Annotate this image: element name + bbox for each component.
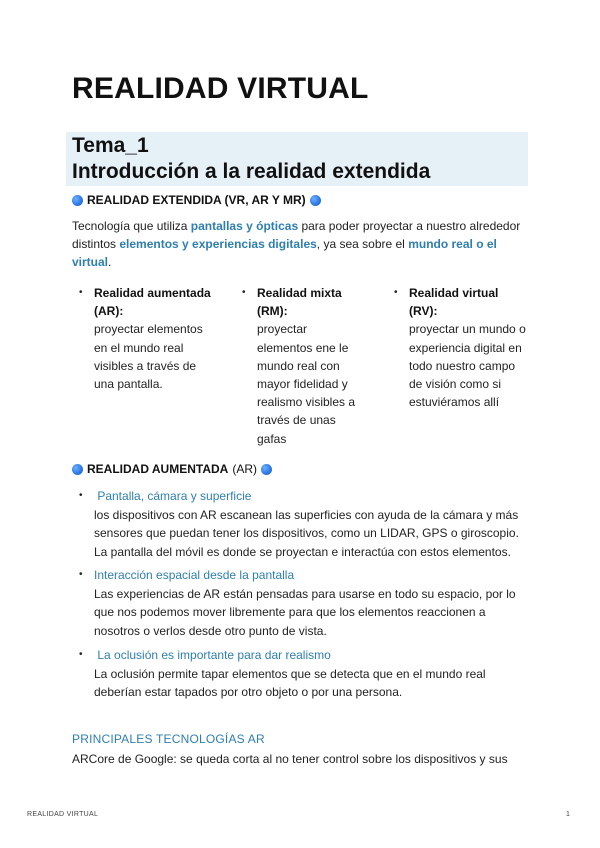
list-item-spatial-interaction xyxy=(79,566,534,640)
column-virtual-reality xyxy=(394,284,534,411)
list-item-text-line: Las experiencias de AR están pensadas para usarse en todo su espacio, por lo xyxy=(94,586,516,601)
paragraph-text: Tecnología que utiliza xyxy=(72,219,191,233)
list-item-heading: Pantalla, cámara y superficie xyxy=(94,489,252,503)
section-heading-text: REALIDAD AUMENTADA xyxy=(87,462,229,476)
list-item-text-line: nosotros o verlos desde otro punto de vista. xyxy=(94,623,327,638)
section-heading-main-technologies: PRINCIPALES TECNOLOGÍAS AR xyxy=(72,732,265,746)
column-text-line: través de unas xyxy=(257,413,336,428)
bullet-marker: • xyxy=(242,287,246,298)
bullet-marker: • xyxy=(79,649,83,660)
column-heading: Realidad mixta xyxy=(257,286,342,300)
list-item-screen-camera-surface xyxy=(79,487,534,561)
topic-title: Introducción a la realidad extendida xyxy=(72,160,431,183)
highlight-text: mundo real o el virtual xyxy=(72,237,497,269)
list-item-occlusion xyxy=(79,646,534,702)
section-heading-extended-reality xyxy=(72,193,321,207)
column-text-line: experiencia digital en xyxy=(409,340,522,355)
topic-number: Tema_1 xyxy=(72,134,149,157)
list-item-text-line: los dispositivos con AR escanean las superficies con ayuda de la cámara y más xyxy=(94,507,519,522)
arcore-paragraph: ARCore de Google: se queda corta al no tener control sobre los dispositivos y sus xyxy=(72,752,508,766)
list-item-text-line: que nos podemos mover libremente para que los elementos reaccionen a xyxy=(94,605,486,619)
column-text-line: en el mundo real xyxy=(94,340,184,355)
list-item-heading: La oclusión es importante para dar realismo xyxy=(94,648,331,662)
section-heading-augmented-reality xyxy=(72,462,272,476)
blue-circle-icon xyxy=(72,464,83,475)
bullet-marker: • xyxy=(79,569,83,580)
column-text-line: estuviéramos allí xyxy=(409,395,500,410)
column-augmented-reality xyxy=(79,284,222,393)
blue-circle-icon xyxy=(72,195,83,206)
paragraph-text: para poder proyectar a nuestro alrededor distintos xyxy=(72,219,521,251)
column-text-line: visibles a través de xyxy=(94,358,197,373)
column-text-line: proyectar un mundo o xyxy=(409,322,526,337)
paragraph-text: , ya sea sobre el xyxy=(316,237,409,251)
column-heading-abbr: (AR): xyxy=(94,304,124,319)
column-mixed-reality xyxy=(242,284,369,448)
blue-circle-icon xyxy=(261,464,272,475)
list-item-text-line: La oclusión permite tapar elementos que se detecta que en el mundo real xyxy=(94,666,486,681)
column-text-line: elementos ene le xyxy=(257,340,349,355)
column-text-line: mayor fidelidad y xyxy=(257,377,348,392)
section-heading-text: REALIDAD EXTENDIDA (VR, AR Y MR) xyxy=(87,193,306,207)
column-text-line: realismo visibles a xyxy=(257,395,356,410)
column-text-line: todo nuestro campo xyxy=(409,358,516,373)
list-item-text-line: deberían estar tapados por otro objeto o por una persona. xyxy=(94,685,403,699)
column-text-line: proyectar elementos xyxy=(94,322,203,337)
column-text-line: mundo real con xyxy=(257,358,340,373)
column-text-line: gafas xyxy=(257,431,287,446)
list-item-text-line: La pantalla del móvil es donde se proyectan e interactúa con estos elementos. xyxy=(94,544,511,559)
column-text-line: una pantalla. xyxy=(94,377,163,392)
column-text-line: proyectar xyxy=(257,322,308,337)
highlight-text: pantallas y ópticas xyxy=(190,219,299,233)
column-heading: Realidad virtual xyxy=(409,286,499,300)
bullet-marker: • xyxy=(394,287,398,298)
list-item-heading: Interacción espacial desde la pantalla xyxy=(94,568,295,582)
column-heading-abbr: (RM): xyxy=(257,304,288,319)
blue-circle-icon xyxy=(310,195,321,206)
document-title: REALIDAD VIRTUAL xyxy=(72,72,369,105)
highlight-text: elementos y experiencias digitales xyxy=(119,237,317,251)
page-number: 1 xyxy=(566,811,570,818)
extended-reality-paragraph xyxy=(72,217,532,271)
bullet-marker: • xyxy=(79,287,83,298)
column-heading-abbr: (RV): xyxy=(409,304,438,319)
paragraph-text: . xyxy=(108,255,112,269)
bullet-marker: • xyxy=(79,490,83,501)
column-text-line: de visión como si xyxy=(409,377,502,392)
list-item-text-line: sensores que puedan tener los dispositivos, como un LIDAR, GPS o giroscopio. xyxy=(94,526,519,540)
section-heading-abbr: (AR) xyxy=(232,462,257,476)
column-heading: Realidad aumentada xyxy=(94,286,211,300)
footer-title: REALIDAD VIRTUAL xyxy=(27,811,99,818)
